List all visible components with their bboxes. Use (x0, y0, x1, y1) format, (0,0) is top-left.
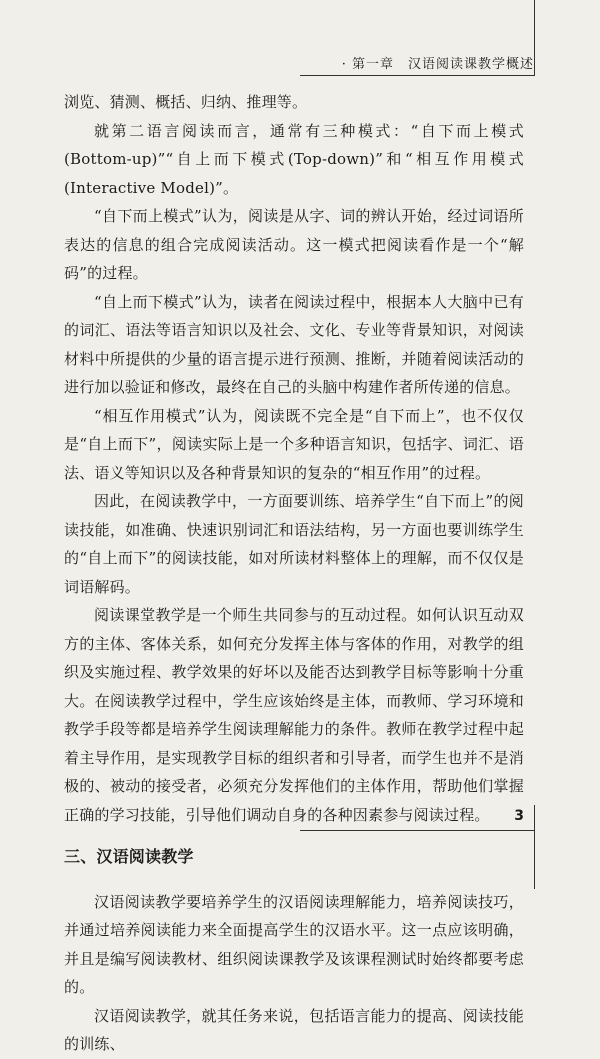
paragraph-classroom: 阅读课堂教学是一个师生共同参与的互动过程。如何认识互动双方的主体、客体关系，如何充分发挥主体与客体的作用，对教学的组织及实施过程、教学效果的好坏以及能否达到教学目标等影响十分重大。在阅读教学过程中，学生应该始终是主体，而教师、学习环境和教学手段等都是培养学生阅读理解能力的条件。教师在教学过程中起着主导作用，是实现教学目标的组织者和引导者，而学生也并不是消极的、被动的接受者，必须充分发挥他们的主体作用，帮助他们掌握正确的学习技能，引导他们调动自身的各种因素参与阅读过程。 (64, 606, 524, 824)
paragraph-chinese-reading: 汉语阅读教学要培养学生的汉语阅读理解能力，培养阅读技巧，并通过培养阅读能力来全面提高学生的汉语水平。这一点应该明确，并且是编写阅读教材、组织阅读课教学及该课程测试时始终都要考虑的。 (64, 892, 524, 996)
header-vertical-rule (534, 0, 535, 76)
paragraph-bottom-up: “自下而上模式”认为，阅读是从字、词的辨认开始，经过词语所表达的信息的组合完成阅读活动。这一模式把阅读看作是一个“解码”的过程。 (64, 207, 524, 282)
footer-rule (300, 830, 534, 831)
paragraph-reading-models: 就第二语言阅读而言，通常有三种模式：“自下而上模式(Bottom-up)”“自上而下模式(Top-down)”和“相互作用模式(Interactive Model)”。 (64, 121, 524, 197)
page-body (64, 88, 524, 1059)
page-number: 3 (514, 808, 524, 824)
paragraph-tasks: 汉语阅读教学，就其任务来说，包括语言能力的提高、阅读技能的训练、 (64, 1006, 524, 1053)
running-header: · 第一章 汉语阅读课教学概述 (300, 48, 534, 76)
paragraph-interactive: “相互作用模式”认为，阅读既不完全是“自下而上”，也不仅仅是“自上而下”，阅读实际上是一个多种语言知识，包括字、词汇、语法、语义等知识以及各种背景知识的复杂的“相互作用”的过程。 (64, 406, 524, 482)
paragraph-top-down: “自上而下模式”认为，读者在阅读过程中，根据本人大脑中已有的词汇、语法等语言知识以及社会、文化、专业等背景知识，对阅读材料中所提供的少量的语言提示进行预测、推断，并随着阅读活动的进行加以验证和修改，最终在自己的头脑中构建作者所传递的信息。 (64, 292, 524, 396)
paragraph-continuation: 浏览、猜测、概括、归纳、推理等。 (64, 93, 308, 111)
footer-vertical-rule (534, 805, 535, 889)
paragraph-therefore: 因此，在阅读教学中，一方面要训练、培养学生“自下而上”的阅读技能，如准确、快速识别词汇和语法结构，另一方面也要训练学生的“自上而下”的阅读技能，如对所读材料整体上的理解，而不仅仅是词语解码。 (64, 492, 524, 596)
section-heading: 三、汉语阅读教学 (64, 847, 194, 866)
